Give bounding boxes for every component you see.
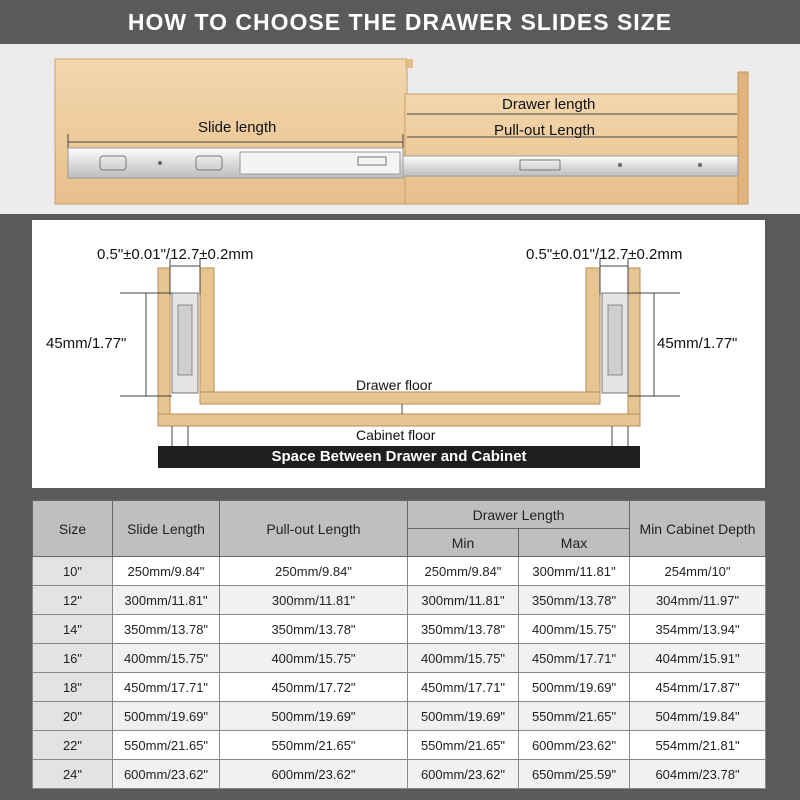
value-cell: 550mm/21.65" [408,731,519,760]
size-cell: 10" [33,557,113,586]
value-cell: 404mm/15.91" [630,644,766,673]
value-cell: 600mm/23.62" [113,760,220,789]
size-cell: 20" [33,702,113,731]
value-cell: 250mm/9.84" [220,557,408,586]
size-table-container [32,500,765,792]
size-cell: 16" [33,644,113,673]
header-max: Max [519,529,630,557]
table-row [33,702,766,731]
pullout-length-label: Pull-out Length [494,122,595,139]
table-row [33,615,766,644]
value-cell: 550mm/21.65" [220,731,408,760]
value-cell: 550mm/21.65" [113,731,220,760]
size-cell: 22" [33,731,113,760]
value-cell: 500mm/19.69" [519,673,630,702]
value-cell: 504mm/19.84" [630,702,766,731]
value-cell: 500mm/19.69" [220,702,408,731]
drawer-length-label: Drawer length [502,96,596,113]
value-cell: 350mm/13.78" [408,615,519,644]
height-left-label: 45mm/1.77" [46,335,127,352]
value-cell: 400mm/15.75" [408,644,519,673]
value-cell: 300mm/11.81" [519,557,630,586]
value-cell: 650mm/25.59" [519,760,630,789]
value-cell: 250mm/9.84" [113,557,220,586]
value-cell: 350mm/13.78" [519,586,630,615]
value-cell: 350mm/13.78" [113,615,220,644]
value-cell: 500mm/19.69" [408,702,519,731]
value-cell: 400mm/15.75" [519,615,630,644]
value-cell: 400mm/15.75" [113,644,220,673]
size-cell: 18" [33,673,113,702]
table-row [33,760,766,789]
table-body [33,557,766,789]
drawer-floor-label: Drawer floor [356,377,433,393]
value-cell: 500mm/19.69" [113,702,220,731]
value-cell: 304mm/11.97" [630,586,766,615]
slide-length-label: Slide length [198,119,277,136]
table-row [33,731,766,760]
size-cell: 24" [33,760,113,789]
value-cell: 300mm/11.81" [220,586,408,615]
value-cell: 600mm/23.62" [519,731,630,760]
header-slide-length: Slide Length [113,501,220,557]
header-drawer-length: Drawer Length [408,501,630,529]
value-cell: 450mm/17.71" [519,644,630,673]
cabinet-floor-label: Cabinet floor [356,427,436,443]
page-title: HOW TO CHOOSE THE DRAWER SLIDES SIZE [127,9,673,35]
size-cell: 14" [33,615,113,644]
value-cell: 450mm/17.72" [220,673,408,702]
value-cell: 550mm/21.65" [519,702,630,731]
header-size: Size [33,501,113,557]
size-cell: 12" [33,586,113,615]
value-cell: 600mm/23.62" [220,760,408,789]
value-cell: 400mm/15.75" [220,644,408,673]
value-cell: 350mm/13.78" [220,615,408,644]
table-row [33,673,766,702]
table-row [33,586,766,615]
clearance-right-label: 0.5"±0.01"/12.7±0.2mm [526,246,683,263]
clearance-left-label: 0.5"±0.01"/12.7±0.2mm [97,246,254,263]
header-min-cabinet-depth: Min Cabinet Depth [630,501,766,557]
value-cell: 450mm/17.71" [408,673,519,702]
value-cell: 450mm/17.71" [113,673,220,702]
table-row [33,644,766,673]
table-row [33,557,766,586]
value-cell: 604mm/23.78" [630,760,766,789]
header-pullout-length: Pull-out Length [220,501,408,557]
size-table [32,500,766,789]
value-cell: 454mm/17.87" [630,673,766,702]
value-cell: 354mm/13.94" [630,615,766,644]
space-between-bar: Space Between Drawer and Cabinet [158,446,640,468]
value-cell: 300mm/11.81" [113,586,220,615]
value-cell: 554mm/21.81" [630,731,766,760]
height-right-label: 45mm/1.77" [657,335,738,352]
value-cell: 300mm/11.81" [408,586,519,615]
header-min: Min [408,529,519,557]
value-cell: 250mm/9.84" [408,557,519,586]
value-cell: 600mm/23.62" [408,760,519,789]
value-cell: 254mm/10" [630,557,766,586]
